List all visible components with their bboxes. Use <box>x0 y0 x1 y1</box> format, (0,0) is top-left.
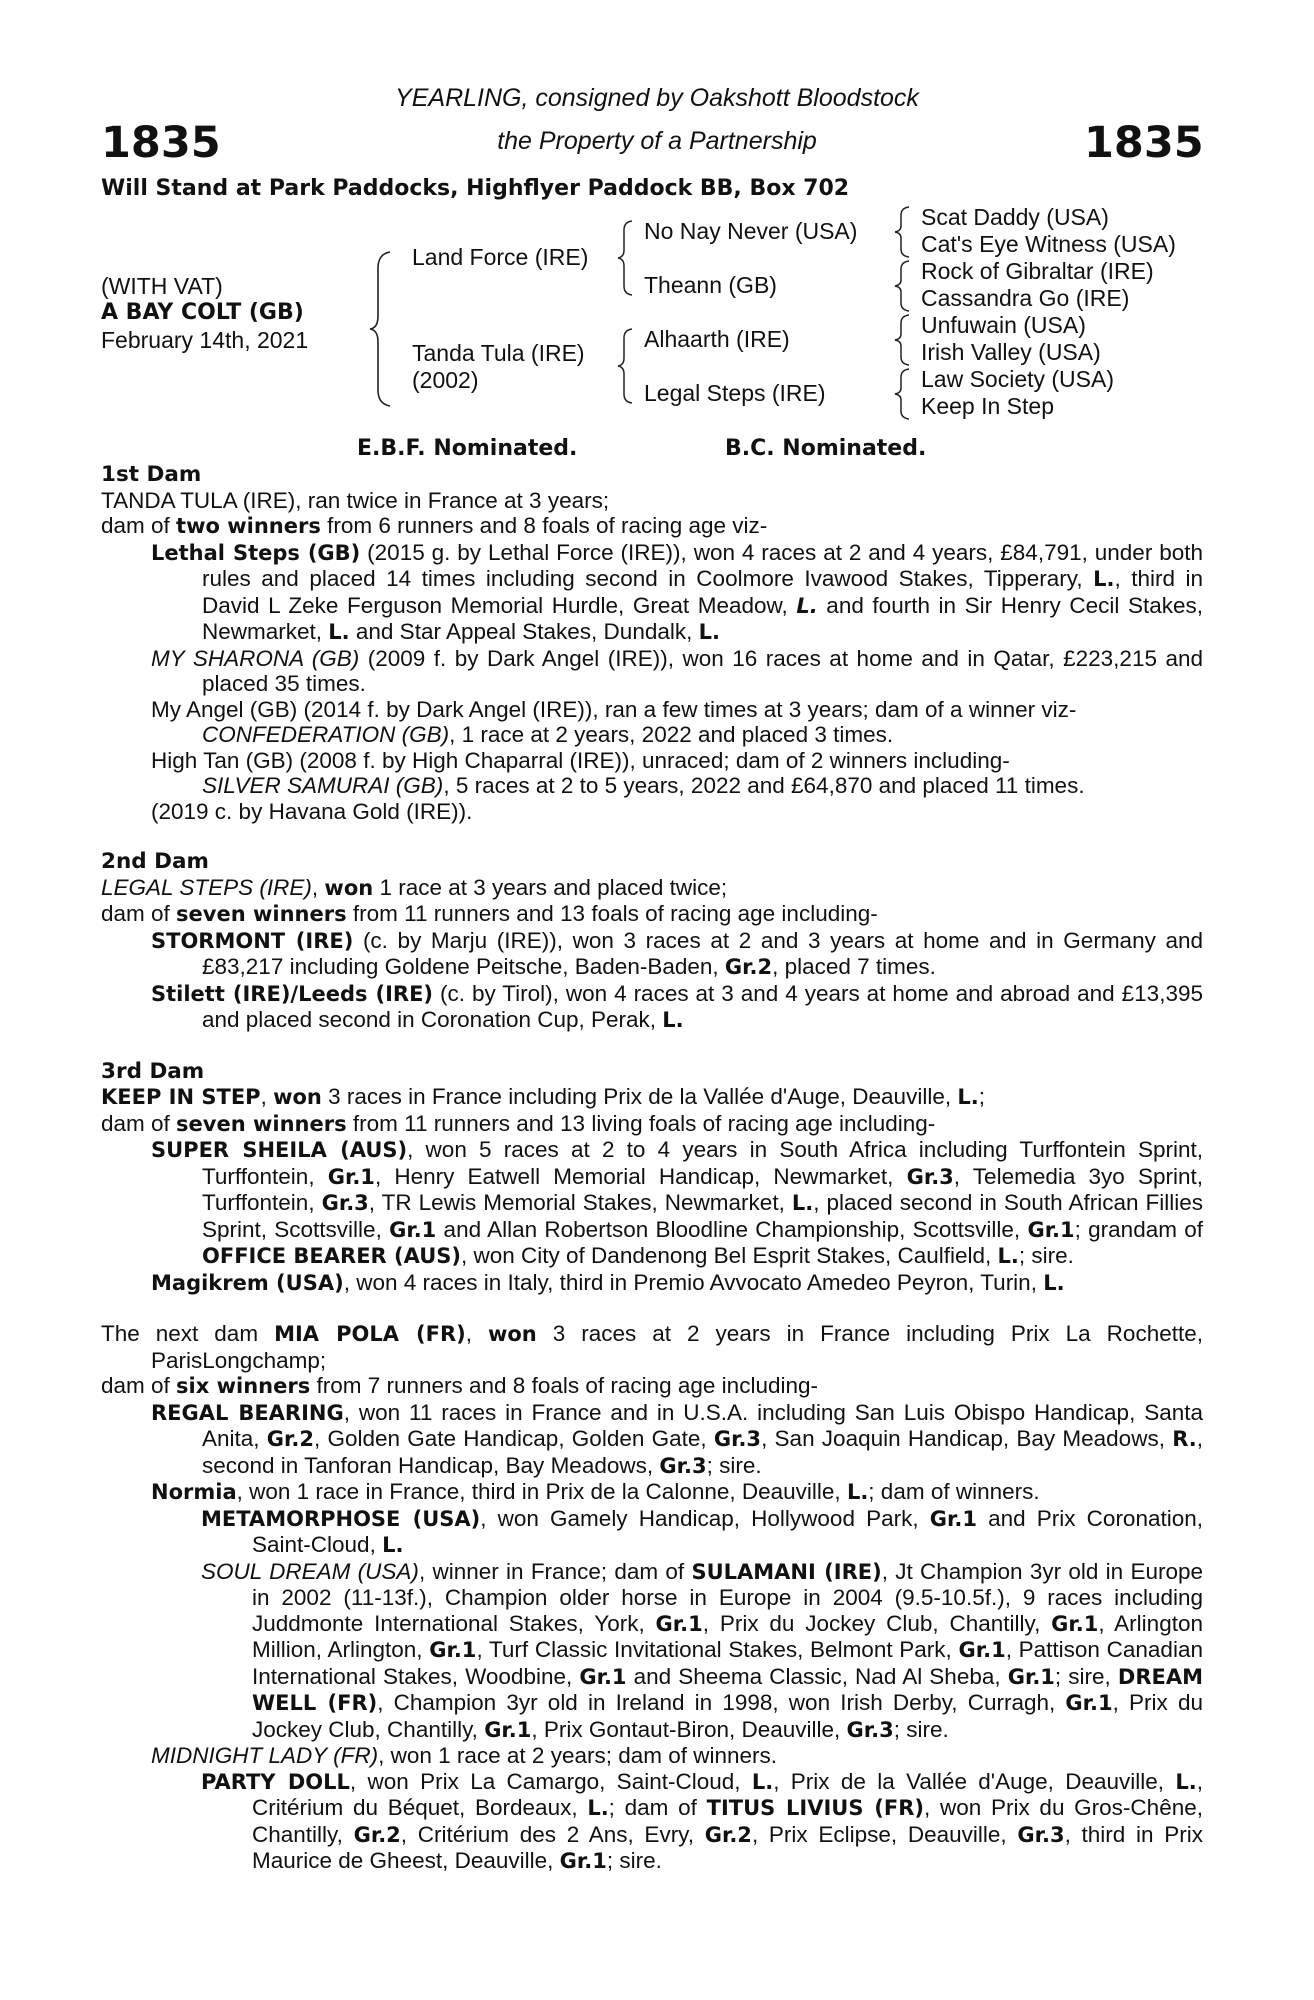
third-dam-line: KEEP IN STEP, won 3 races in France including Prix de la Vallée d'Auge, Deauville, L.; <box>101 1084 985 1109</box>
bc-nomination: B.C. Nominated. <box>725 436 927 461</box>
sire-sire-dam: Cat's Eye Witness (USA) <box>921 231 1176 257</box>
third-dam-heading: 3rd Dam <box>101 1058 205 1084</box>
first-dam-produce-summary: dam of two winners from 6 runners and 8 foals of racing age viz- <box>101 513 768 538</box>
dam: Tanda Tula (IRE) <box>412 340 585 366</box>
sire: Land Force (IRE) <box>412 244 589 270</box>
produce-entry: Magikrem (USA), won 4 races in Italy, third in Premio Avvocato Amedeo Peyron, Turin, L. <box>151 1269 1065 1295</box>
foaling-date: February 14th, 2021 <box>101 327 309 353</box>
pedigree-brace-dam <box>616 326 636 406</box>
produce-sub-entry: SOUL DREAM (USA), winner in France; dam of SULAMANI (IRE), Jt Champion 3yr old in Europe in 2002 (11-13f.), Champion older horse in Europe in 2004 (9.5-10.5f.), 9 races including Juddmonte International Stakes, York, Gr.1, Prix du Jockey Club, Chantilly, Gr.1, Arlington Million, Arlington, Gr.1, Turf Classic Invitational Stakes, Belmont Park, Gr.1, Pattison Canadian International Stakes, Woodbine, Gr.1 and Sheema Classic, Nad Al Sheba, Gr.1; sire, DREAM WELL (FR), Champion 3yr old in Ireland in 1998, won Irish Derby, Curragh, Gr.1, Prix du Jockey Club, Chantilly, Gr.1, Prix Gontaut-Biron, Deauville, Gr.3; sire. <box>201 1558 1204 1742</box>
sire-sire: No Nay Never (USA) <box>644 218 858 244</box>
produce-entry: MIDNIGHT LADY (FR), won 1 race at 2 years; dam of winners. <box>151 1743 778 1768</box>
dam-sire-sire: Unfuwain (USA) <box>921 312 1086 338</box>
pedigree-brace-sd <box>893 258 923 314</box>
dam-details <box>101 462 1203 1875</box>
pedigree-brace-ss <box>893 204 923 260</box>
pedigree-brace-sire <box>616 218 636 298</box>
second-dam-line: LEGAL STEPS (IRE), won 1 race at 3 years and placed twice; <box>101 874 728 900</box>
first-dam-heading: 1st Dam <box>101 462 202 487</box>
dam-foaling-year: (2002) <box>412 367 479 393</box>
pedigree-brace-dd <box>893 366 923 422</box>
produce-entry: SUPER SHEILA (AUS), won 5 races at 2 to 4 years in South Africa including Turffontein Sprint, Turffontein, Gr.1, Henry Eatwell Memorial Handicap, Newmarket, Gr.3, Telemedia 3yo Sprint, Turffontein, Gr.3, TR Lewis Memorial Stakes, Newmarket, L., placed second in South African Fillies Sprint, Scottsville, Gr.1 and Allan Robertson Bloodline Championship, Scottsville, Gr.1; grandam of OFFICE BEARER (AUS), won City of Dandenong Bel Esprit Stakes, Caulfield, L.; sire. <box>151 1137 1204 1268</box>
second-dam-produce-summary: dam of seven winners from 11 runners and 13 foals of racing age including- <box>101 901 878 926</box>
next-dam-produce-summary: dam of six winners from 7 runners and 8 foals of racing age including- <box>101 1373 818 1398</box>
second-dam-heading: 2nd Dam <box>101 849 209 874</box>
ebf-nomination: E.B.F. Nominated. <box>357 436 578 461</box>
produce-entry: Lethal Steps (GB) (2015 g. by Lethal Force (IRE)), won 4 races at 2 and 4 years, £84,791, under both rules and placed 14 times including second in Coolmore Ivawood Stakes, Tipperary, L., third in David L Zeke Ferguson Memorial Hurdle, Great Meadow, L. and fourth in Sir Henry Cecil Stakes, Newmarket, L. and Star Appeal Stakes, Dundalk, L. <box>151 539 1204 644</box>
produce-entry: My Angel (GB) (2014 f. by Dark Angel (IRE)), ran a few times at 3 years; dam of a winner viz- <box>151 696 1077 722</box>
lot-number-right: 1835 <box>1084 118 1204 168</box>
pedigree-brace-ds <box>893 312 923 368</box>
dam-sire: Alhaarth (IRE) <box>644 326 790 352</box>
third-dam-produce-summary: dam of seven winners from 11 runners and 13 living foals of racing age including- <box>101 1110 936 1136</box>
dam-dam: Legal Steps (IRE) <box>644 380 826 406</box>
produce-sub-entry: PARTY DOLL, won Prix La Camargo, Saint-Cloud, L., Prix de la Vallée d'Auge, Deauville, L., Critérium du Béquet, Bordeaux, L.; dam of TITUS LIVIUS (FR), won Prix du Gros-Chêne, Chantilly, Gr.2, Critérium des 2 Ans, Evry, Gr.2, Prix Eclipse, Deauville, Gr.3, third in Prix Maurice de Gheest, Deauville, Gr.1; sire. <box>201 1768 1203 1873</box>
produce-entry: (2019 c. by Havana Gold (IRE)). <box>151 798 473 824</box>
produce-sub-entry: METAMORPHOSE (USA), won Gamely Handicap, Hollywood Park, Gr.1 and Prix Coronation, Saint-Cloud, L. <box>201 1505 1204 1557</box>
produce-entry: STORMONT (IRE) (c. by Marju (IRE)), won 3 races at 2 and 3 years at home and in Germany and £83,217 including Goldene Peitsche, Baden-Baden, Gr.2, placed 7 times. <box>151 927 1203 979</box>
produce-entry: REGAL BEARING, won 11 races in France and in U.S.A. including San Luis Obispo Handicap, Santa Anita, Gr.2, Golden Gate Handicap, Golden Gate, Gr.3, San Joaquin Handicap, Bay Meadows, R., second in Tanforan Handicap, Bay Meadows, Gr.3; sire. <box>151 1399 1203 1478</box>
lot-number-left: 1835 <box>101 118 221 168</box>
produce-entry: High Tan (GB) (2008 f. by High Chaparral (IRE)), unraced; dam of 2 winners including- <box>151 747 1010 773</box>
stand-location: Will Stand at Park Paddocks, Highflyer Paddock BB, Box 702 <box>101 176 850 201</box>
sire-dam-sire: Rock of Gibraltar (IRE) <box>921 258 1154 284</box>
produce-sub-entry: CONFEDERATION (GB), 1 race at 2 years, 2022 and placed 3 times. <box>202 722 894 747</box>
dam-dam-dam: Keep In Step <box>921 393 1054 419</box>
consignor-line: YEARLING, consigned by Oakshott Bloodstock <box>395 84 919 112</box>
produce-entry: MY SHARONA (GB) (2009 f. by Dark Angel (IRE)), won 16 races at home and in Qatar, £223,215 and placed 35 times. <box>151 645 1203 696</box>
sire-dam: Theann (GB) <box>644 272 777 298</box>
first-dam-line: TANDA TULA (IRE), ran twice in France at 3 years; <box>101 487 610 513</box>
vat-note: (WITH VAT) <box>101 273 223 299</box>
dam-dam-sire: Law Society (USA) <box>921 366 1115 392</box>
produce-entry: Stilett (IRE)/Leeds (IRE) (c. by Tirol), won 4 races at 3 and 4 years at home and abroad and £13,395 and placed second in Coronation Cup, Perak, L. <box>151 980 1203 1032</box>
produce-entry: Normia, won 1 race in France, third in Prix de la Calonne, Deauville, L.; dam of winners. <box>151 1479 1040 1504</box>
pedigree-brace-main <box>368 248 398 410</box>
dam-sire-dam: Irish Valley (USA) <box>921 339 1101 365</box>
next-dam-line: The next dam MIA POLA (FR), won 3 races at 2 years in France including Prix La Rochette, ParisLongchamp; <box>101 1321 1203 1373</box>
horse-name: A BAY COLT (GB) <box>101 300 304 325</box>
sire-sire-sire: Scat Daddy (USA) <box>921 204 1109 230</box>
property-line: the Property of a Partnership <box>497 127 817 155</box>
produce-sub-entry: SILVER SAMURAI (GB), 5 races at 2 to 5 years, 2022 and £64,870 and placed 11 times. <box>202 773 1085 798</box>
sire-dam-dam: Cassandra Go (IRE) <box>921 285 1130 311</box>
